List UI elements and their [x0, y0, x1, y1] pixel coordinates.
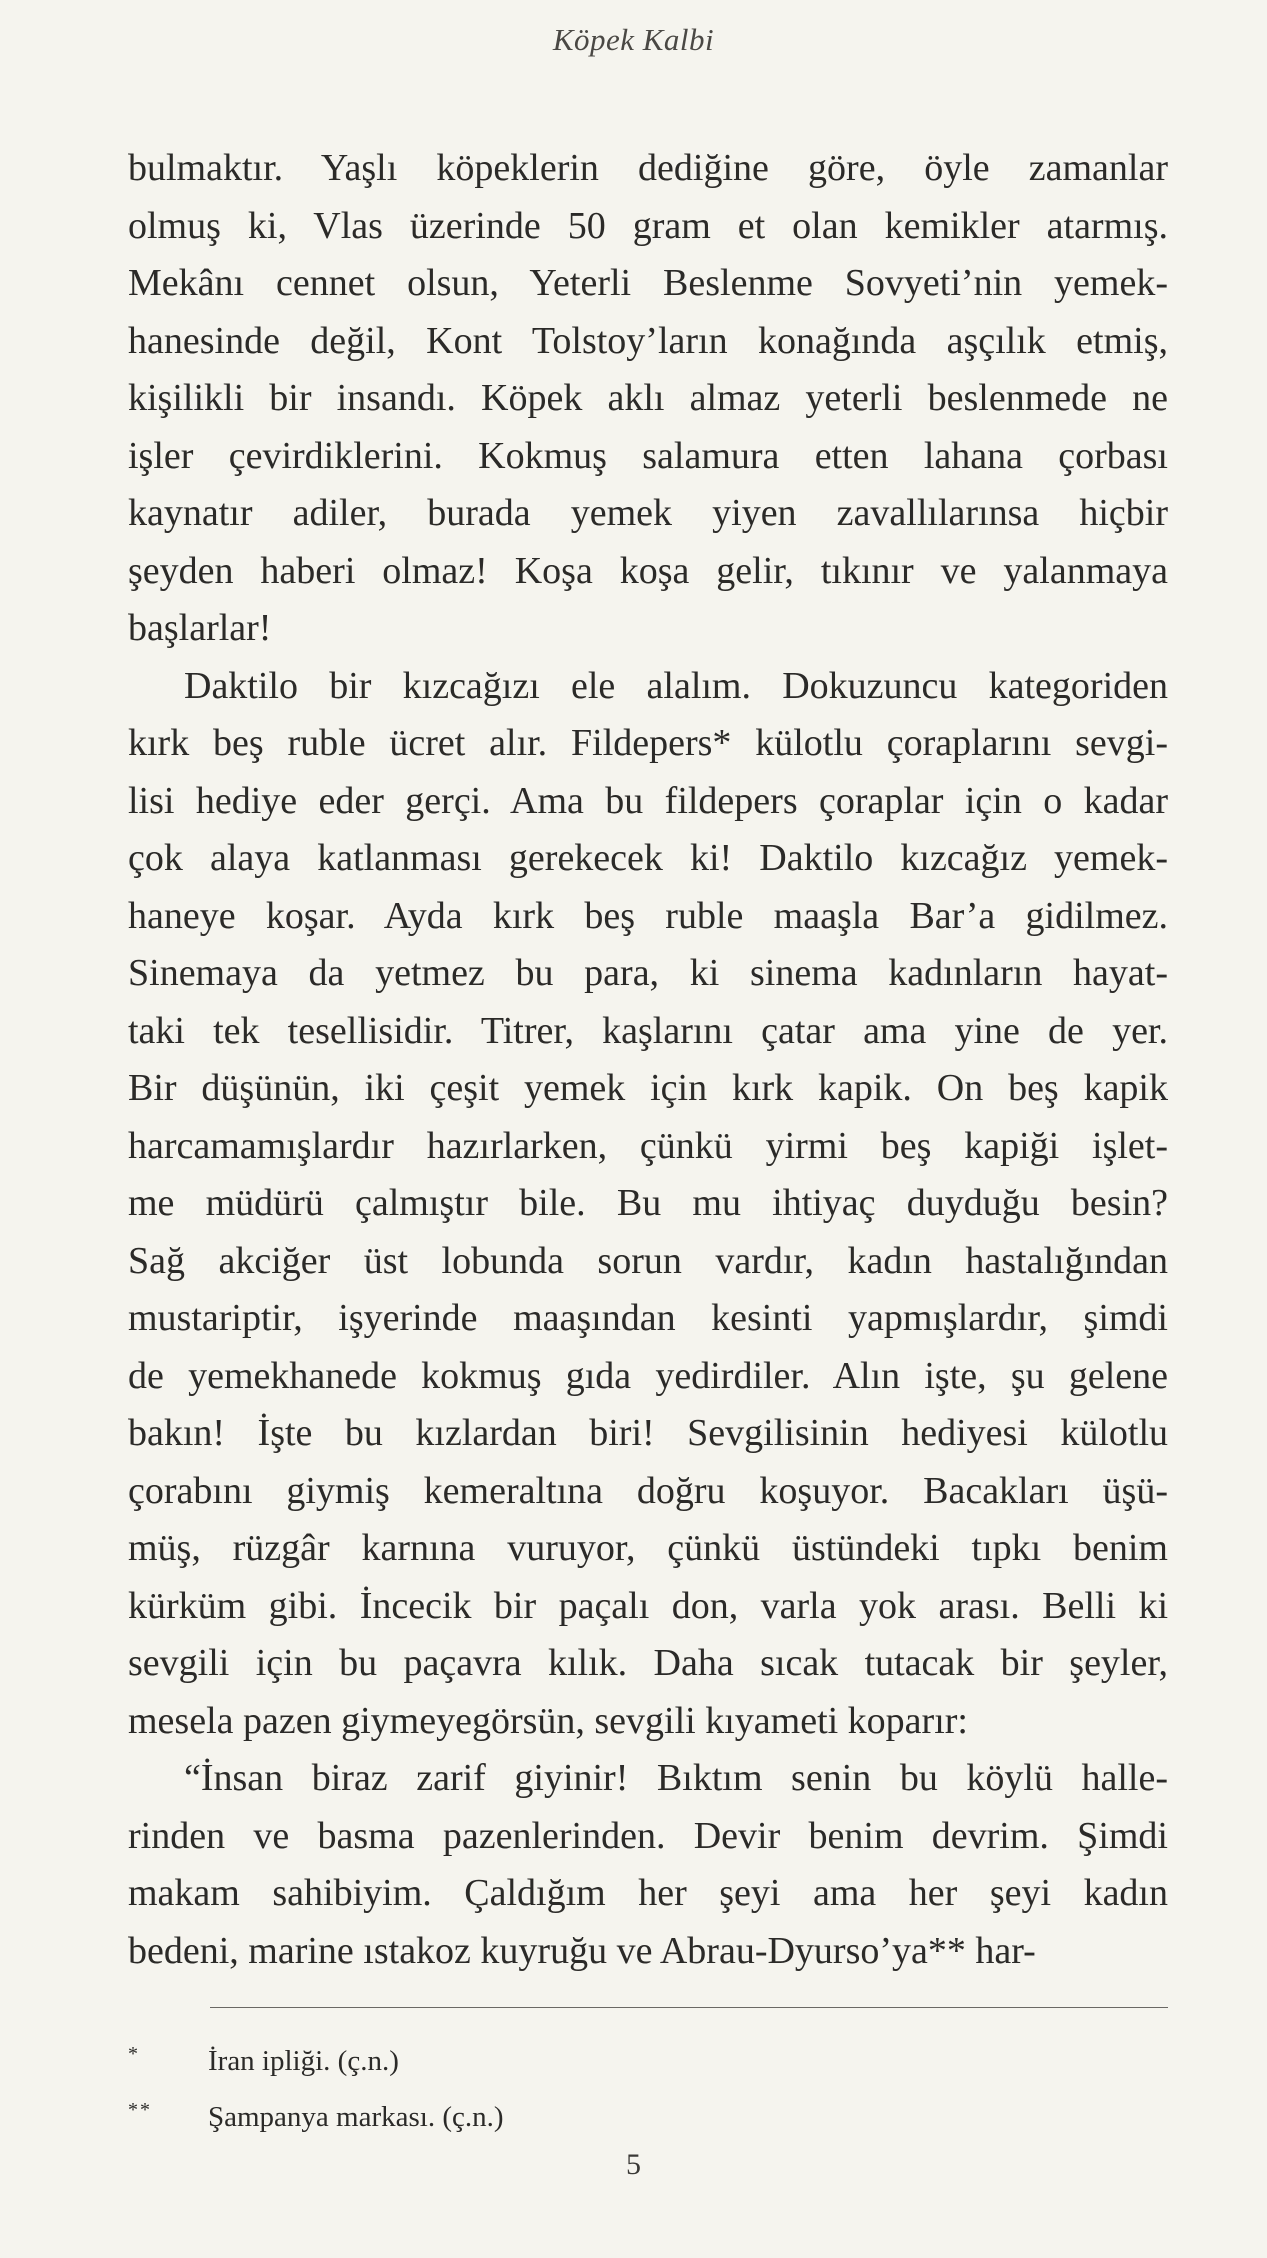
text-line: me müdürü çalmıştır bile. Bu mu ihtiyaç duyduğu besin? [128, 1182, 1168, 1224]
footnote [128, 2035, 1028, 2091]
text-line: çorabını giymiş kemeraltına doğru koşuyor. Bacakları üşü- [128, 1469, 1168, 1512]
footnote-mark: ** [128, 2099, 152, 2121]
text-line: harcamamışlardır hazırlarken, çünkü yirmi beş kapiği işlet- [128, 1124, 1168, 1167]
paragraph [128, 1750, 1168, 1980]
text-line: mesela pazen giymeyegörsün, sevgili kıyameti koparır: [128, 1699, 968, 1742]
text-line: olmuş ki, Vlas üzerinde 50 gram et olan kemikler atarmış. [128, 204, 1168, 247]
running-title: Köpek Kalbi [552, 22, 715, 57]
text-line: müş, rüzgâr karnına vuruyor, çünkü üstündeki tıpkı benim [128, 1527, 1168, 1569]
text-line: sevgili için bu paçavra kılık. Daha sıcak tutacak bir şeyler, [128, 1642, 1168, 1684]
footnote-divider [210, 2007, 1168, 2008]
text-line: kırk beş ruble ücret alır. Fildepers* külotlu çoraplarını sevgi- [128, 722, 1168, 764]
text-line: makam sahibiyim. Çaldığım her şeyi ama her şeyi kadın [128, 1872, 1168, 1914]
text-line: kaynatır adiler, burada yemek yiyen zavallılarınsa hiçbir [128, 492, 1168, 534]
text-line: Daktilo bir kızcağızı ele alalım. Dokuzuncu kategoriden [184, 664, 1168, 707]
footnote [128, 2091, 1028, 2147]
text-line: çok alaya katlanması gerekecek ki! Daktilo kızcağız yemek- [128, 837, 1168, 879]
text-line: de yemekhanede kokmuş gıda yedirdiler. Alın işte, şu gelene [128, 1354, 1168, 1397]
page-number: 5 [626, 2148, 641, 2181]
text-line: bakın! İşte bu kızlardan biri! Sevgilisinin hediyesi külotlu [128, 1412, 1168, 1454]
text-line: başlarlar! [128, 607, 272, 649]
body-text [128, 140, 1168, 1980]
text-line: mustariptir, işyerinde maaşından kesinti yapmışlardır, şimdi [128, 1297, 1168, 1339]
text-line: hanesinde değil, Kont Tolstoy’ların konağında aşçılık etmiş, [128, 319, 1168, 362]
footnotes [128, 2035, 1028, 2147]
text-line: Sağ akciğer üst lobunda sorun vardır, kadın hastalığından [128, 1239, 1168, 1282]
paragraph [128, 140, 1168, 658]
text-line: Mekânı cennet olsun, Yeterli Beslenme Sovyeti’nin yemek- [128, 262, 1168, 304]
text-line: işler çevirdiklerini. Kokmuş salamura etten lahana çorbası [128, 434, 1168, 477]
text-line: taki tek tesellisidir. Titrer, kaşlarını çatar ama yine de yer. [128, 1009, 1168, 1052]
text-line: kişilikli bir insandı. Köpek aklı almaz yeterli beslenmede ne [128, 377, 1168, 419]
text-line: haneye koşar. Ayda kırk beş ruble maaşla Bar’a gidilmez. [128, 894, 1168, 937]
text-line: bedeni, marine ıstakoz kuyruğu ve Abrau-Dyurso’ya** har- [128, 1929, 1036, 1972]
text-line: bulmaktır. Yaşlı köpeklerin dediğine göre, öyle zamanlar [128, 147, 1168, 189]
text-line: kürküm gibi. İncecik bir paçalı don, varla yok arası. Belli ki [128, 1584, 1168, 1627]
footnote-mark: * [128, 2043, 140, 2065]
paragraph [128, 658, 1168, 1751]
footnote-text: Şampanya markası. (ç.n.) [208, 2101, 504, 2133]
text-line: Bir düşünün, iki çeşit yemek için kırk kapik. On beş kapik [128, 1067, 1168, 1109]
text-line: rinden ve basma pazenlerinden. Devir benim devrim. Şimdi [128, 1814, 1168, 1857]
text-line: lisi hediye eder gerçi. Ama bu fildepers çoraplar için o kadar [128, 779, 1168, 822]
footnote-text: İran ipliği. (ç.n.) [208, 2045, 399, 2077]
text-line: “İnsan biraz zarif giyinir! Bıktım senin bu köylü halle- [184, 1757, 1168, 1799]
text-line: Sinemaya da yetmez bu para, ki sinema kadınların hayat- [128, 952, 1168, 994]
text-line: şeyden haberi olmaz! Koşa koşa gelir, tıkınır ve yalanmaya [128, 549, 1168, 592]
